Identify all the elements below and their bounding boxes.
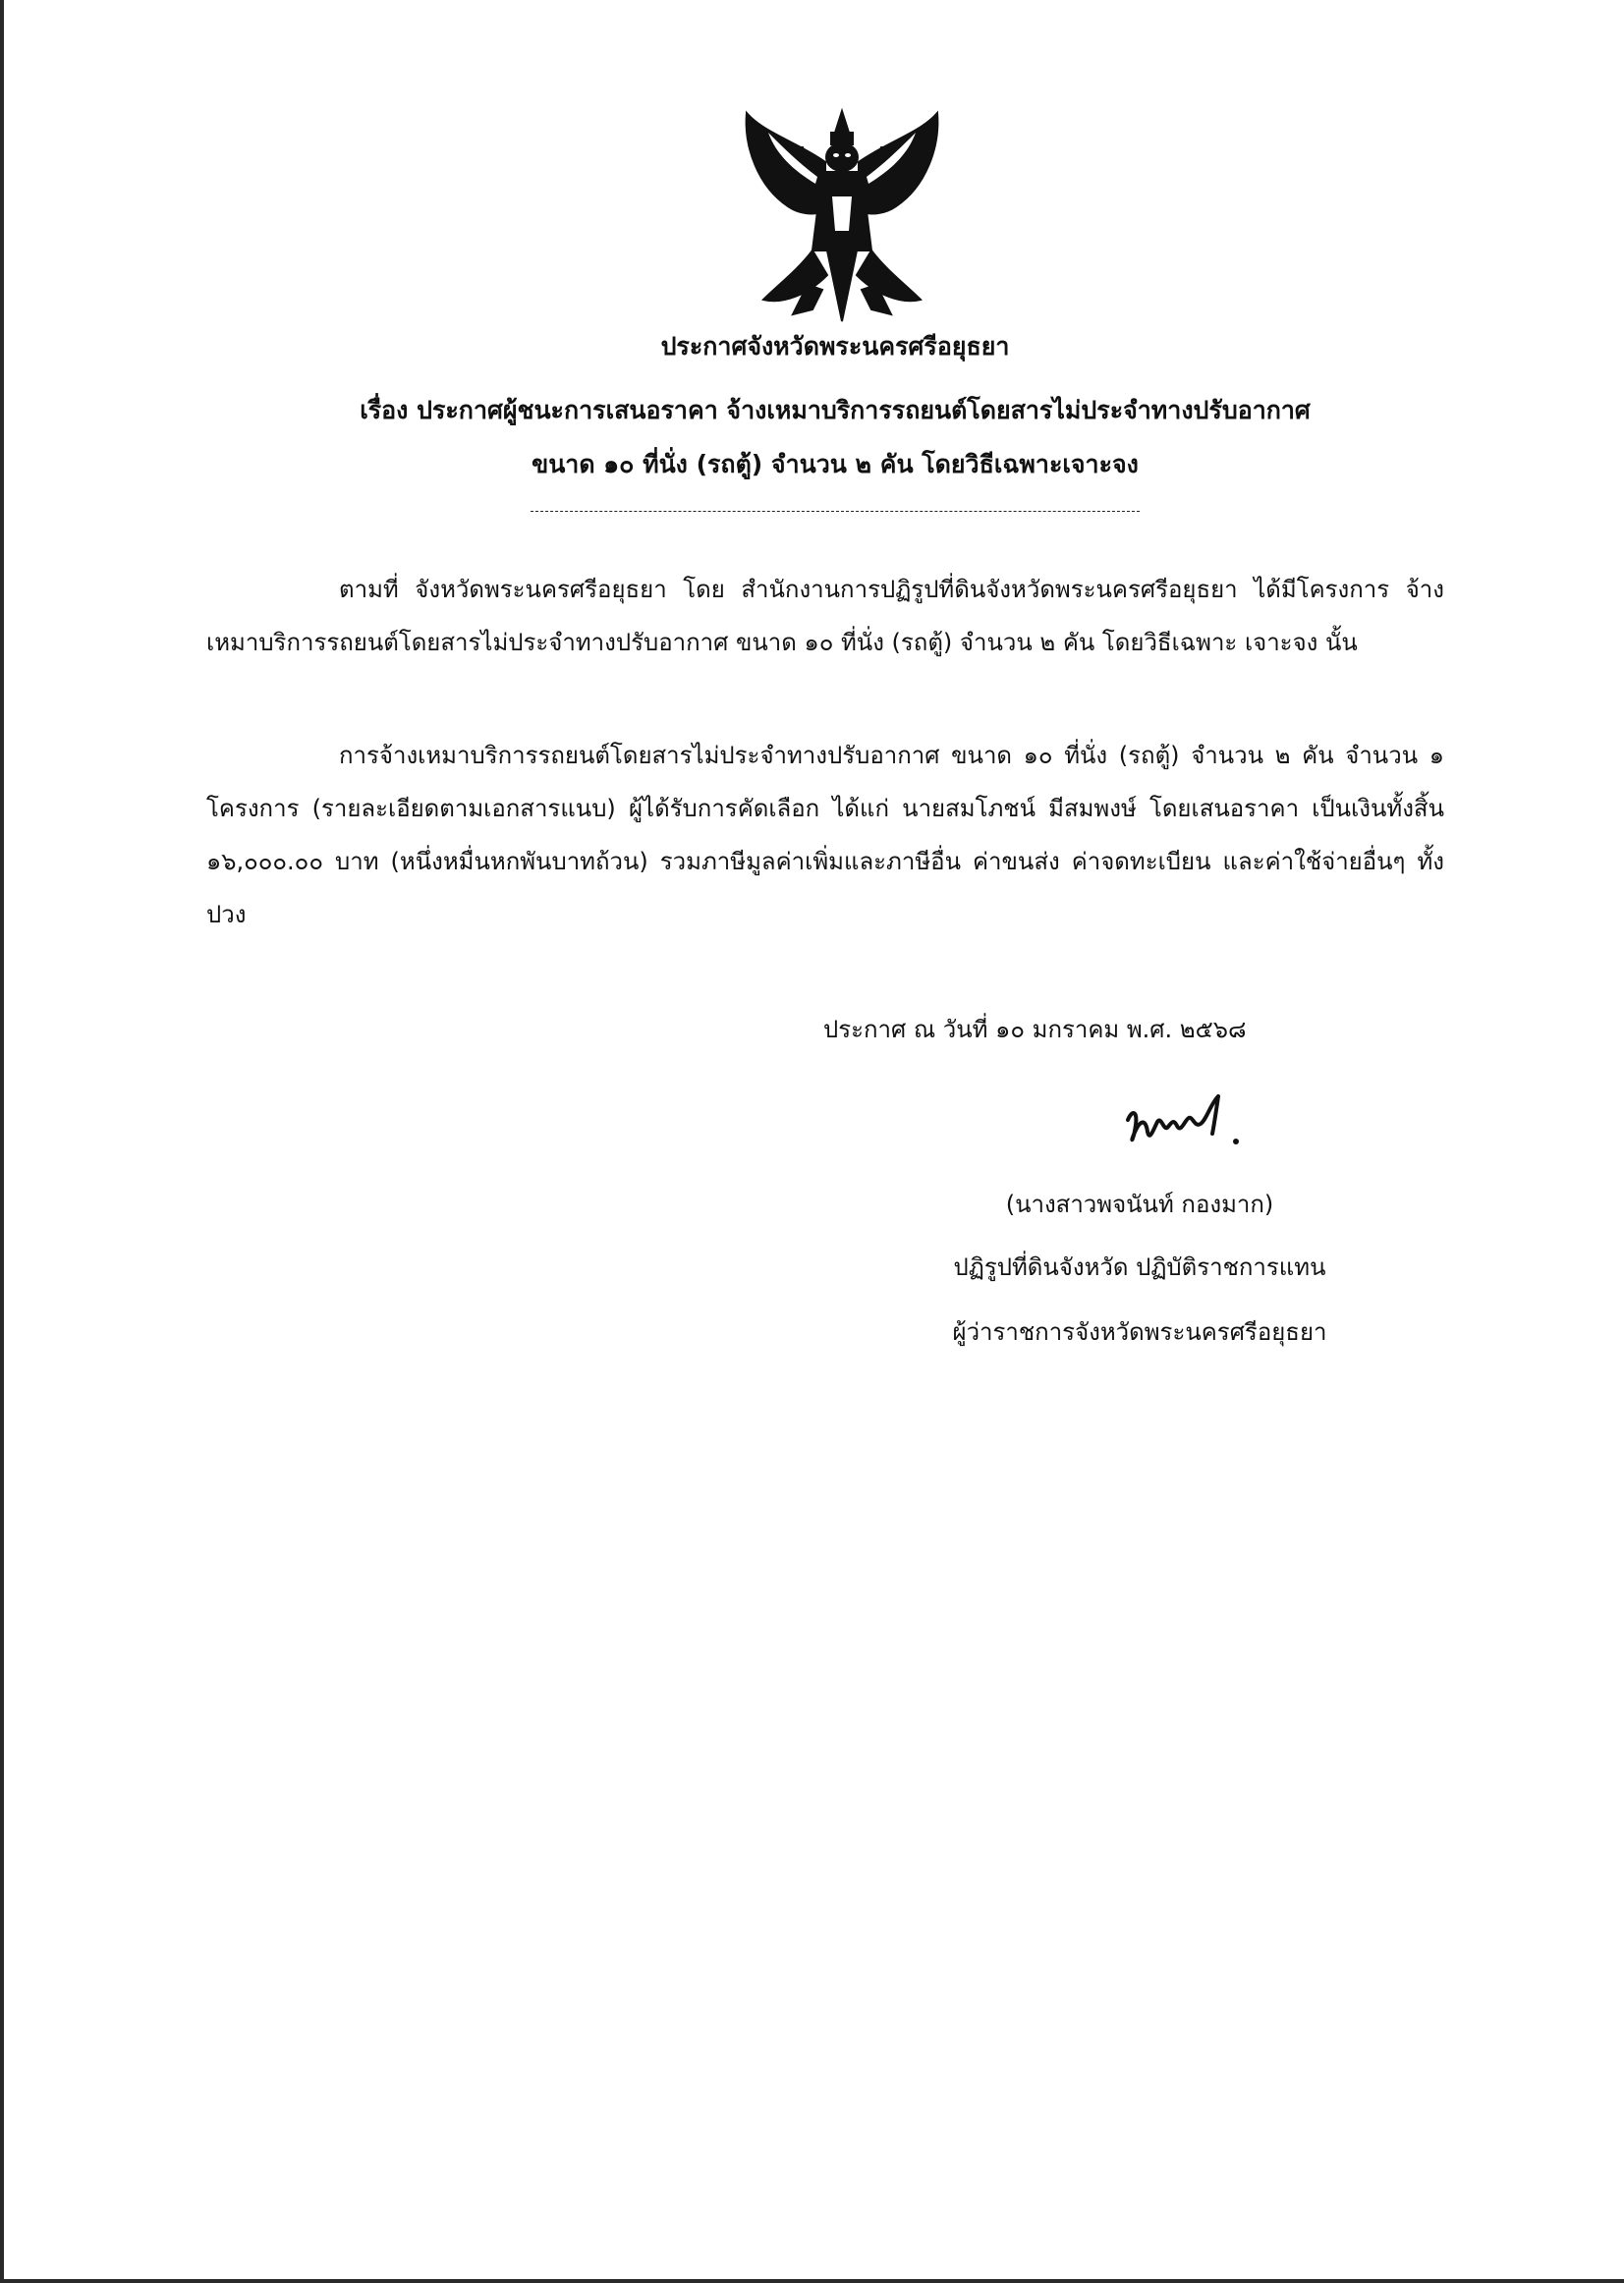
signer-position: ปฏิรูปที่ดินจังหวัด ปฏิบัติราชการแทน [953,1253,1326,1281]
scan-edge [0,0,4,2283]
paragraph-background: ตามที่ จังหวัดพระนครศรีอยุธยา โดย สำนักงานการปฏิรูปที่ดินจังหวัดพระนครศรีอยุธยา ได้มีโครงการ จ้างเหมาบริการรถยนต์โดยสารไม่ประจำทางปรับอากาศ ขนาด ๑๐ ที่นั่ง (รถตู้) จำนวน ๒ คัน โดยวิธีเฉพาะ เจาะจง นั้น [206,576,1444,656]
signer-position-line2: ผู้ว่าราชการจังหวัดพระนครศรีอยุธยา [952,1318,1327,1346]
announcement-subject-line2: ขนาด ๑๐ ที่นั่ง (รถตู้) จำนวน ๒ คัน โดยวิธีเฉพาะเจาะจง [532,450,1139,478]
title-divider [531,511,1140,512]
scan-edge [0,2279,1624,2283]
announcement-subject: เรื่อง ประกาศผู้ชนะการเสนอราคา จ้างเหมาบริการรถยนต์โดยสารไม่ประจำทางปรับอากาศ [360,396,1311,424]
announcement-date: ประกาศ ณ วันที่ ๑๐ มกราคม พ.ศ. ๒๕๖๘ [823,1016,1247,1043]
garuda-emblem-icon [739,103,945,324]
paragraph-winner: การจ้างเหมาบริการรถยนต์โดยสารไม่ประจำทางปรับอากาศ ขนาด ๑๐ ที่นั่ง (รถตู้) จำนวน ๒ คัน จำนวน ๑ โครงการ (รายละเอียดตามเอกสารแนบ) ผู้ได้รับการคัดเลือก ได้แก่ นายสมโภชน์ มีสมพงษ์ โดยเสนอราคา เป็นเงินทั้งสิ้น ๑๖,๐๐๐.๐๐ บาท (หนึ่งหมื่นหกพันบาทถ้วน) รวมภาษีมูลค่าเพิ่มและภาษีอื่น ค่าขนส่ง ค่าจดทะเบียน และค่าใช้จ่ายอื่นๆ ทั้งปวง [206,742,1444,928]
announcement-title: ประกาศจังหวัดพระนครศรีอยุธยา [660,332,1010,361]
handwritten-signature [1120,1090,1258,1159]
signer-name: (นางสาวพจนันท์ กองมาก) [1005,1191,1274,1218]
